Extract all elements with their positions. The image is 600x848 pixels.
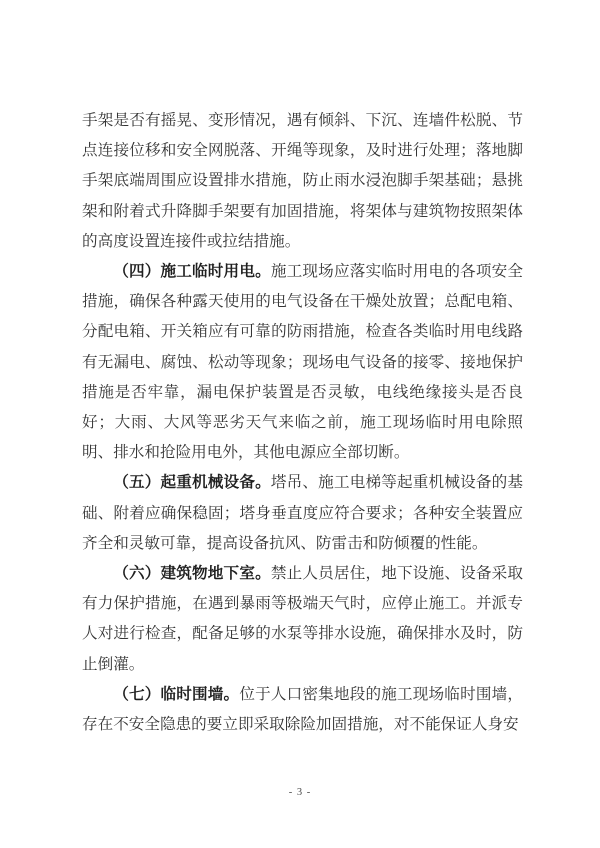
page-number: - 3 - (288, 787, 312, 798)
section-heading: （五）起重机械设备。 (113, 474, 271, 492)
document-body (82, 106, 523, 740)
section-heading: （六）建筑物地下室。 (113, 565, 271, 583)
paragraph: （四）施工临时用电。施工现场应落实临时用电的各项安全措施，确保各种露天使用的电气设备在干燥处放置；总配电箱、分配电箱、开关箱应有可靠的防雨措施，检查各类临时用电线路有无漏电、腐蚀、松动等现象；现场电气设备的接零、接地保护措施是否牢靠，漏电保护装置是否灵敏，电线绝缘接头是否良好；大雨、大风等恶劣天气来临之前，施工现场临时用电除照明、排水和抢险用电外，其他电源应全部切断。 (82, 263, 523, 462)
page-footer (0, 782, 600, 800)
section-heading: （四）施工临时用电。 (113, 263, 271, 281)
paragraph: 手架是否有摇晃、变形情况，遇有倾斜、下沉、连墙件松脱、节点连接位移和安全网脱落、开绳等现象，及时进行处理；落地脚手架底端周围应设置排水措施，防止雨水浸泡脚手架基础；悬挑架和附着式升降脚手架要有加固措施，将架体与建筑物按照架体的高度设置连接件或拉结措施。 (82, 112, 523, 250)
section-heading: （七）临时围墙。 (113, 685, 240, 703)
paragraph: （六）建筑物地下室。禁止人员居住，地下设施、设备采取有力保护措施，在遇到暴雨等极端天气时，应停止施工。并派专人对进行检查，配备足够的水泵等排水设施，确保排水及时，防止倒灌。 (82, 565, 523, 673)
paragraph: （五）起重机械设备。塔吊、施工电梯等起重机械设备的基础、附着应确保稳固；塔身垂直度应符合要求；各种安全装置应齐全和灵敏可靠，提高设备抗风、防雷击和防倾覆的性能。 (82, 474, 523, 552)
paragraph: （七）临时围墙。位于人口密集地段的施工现场临时围墙，存在不安全隐患的要立即采取除险加固措施，对不能保证人身安 (82, 685, 523, 734)
